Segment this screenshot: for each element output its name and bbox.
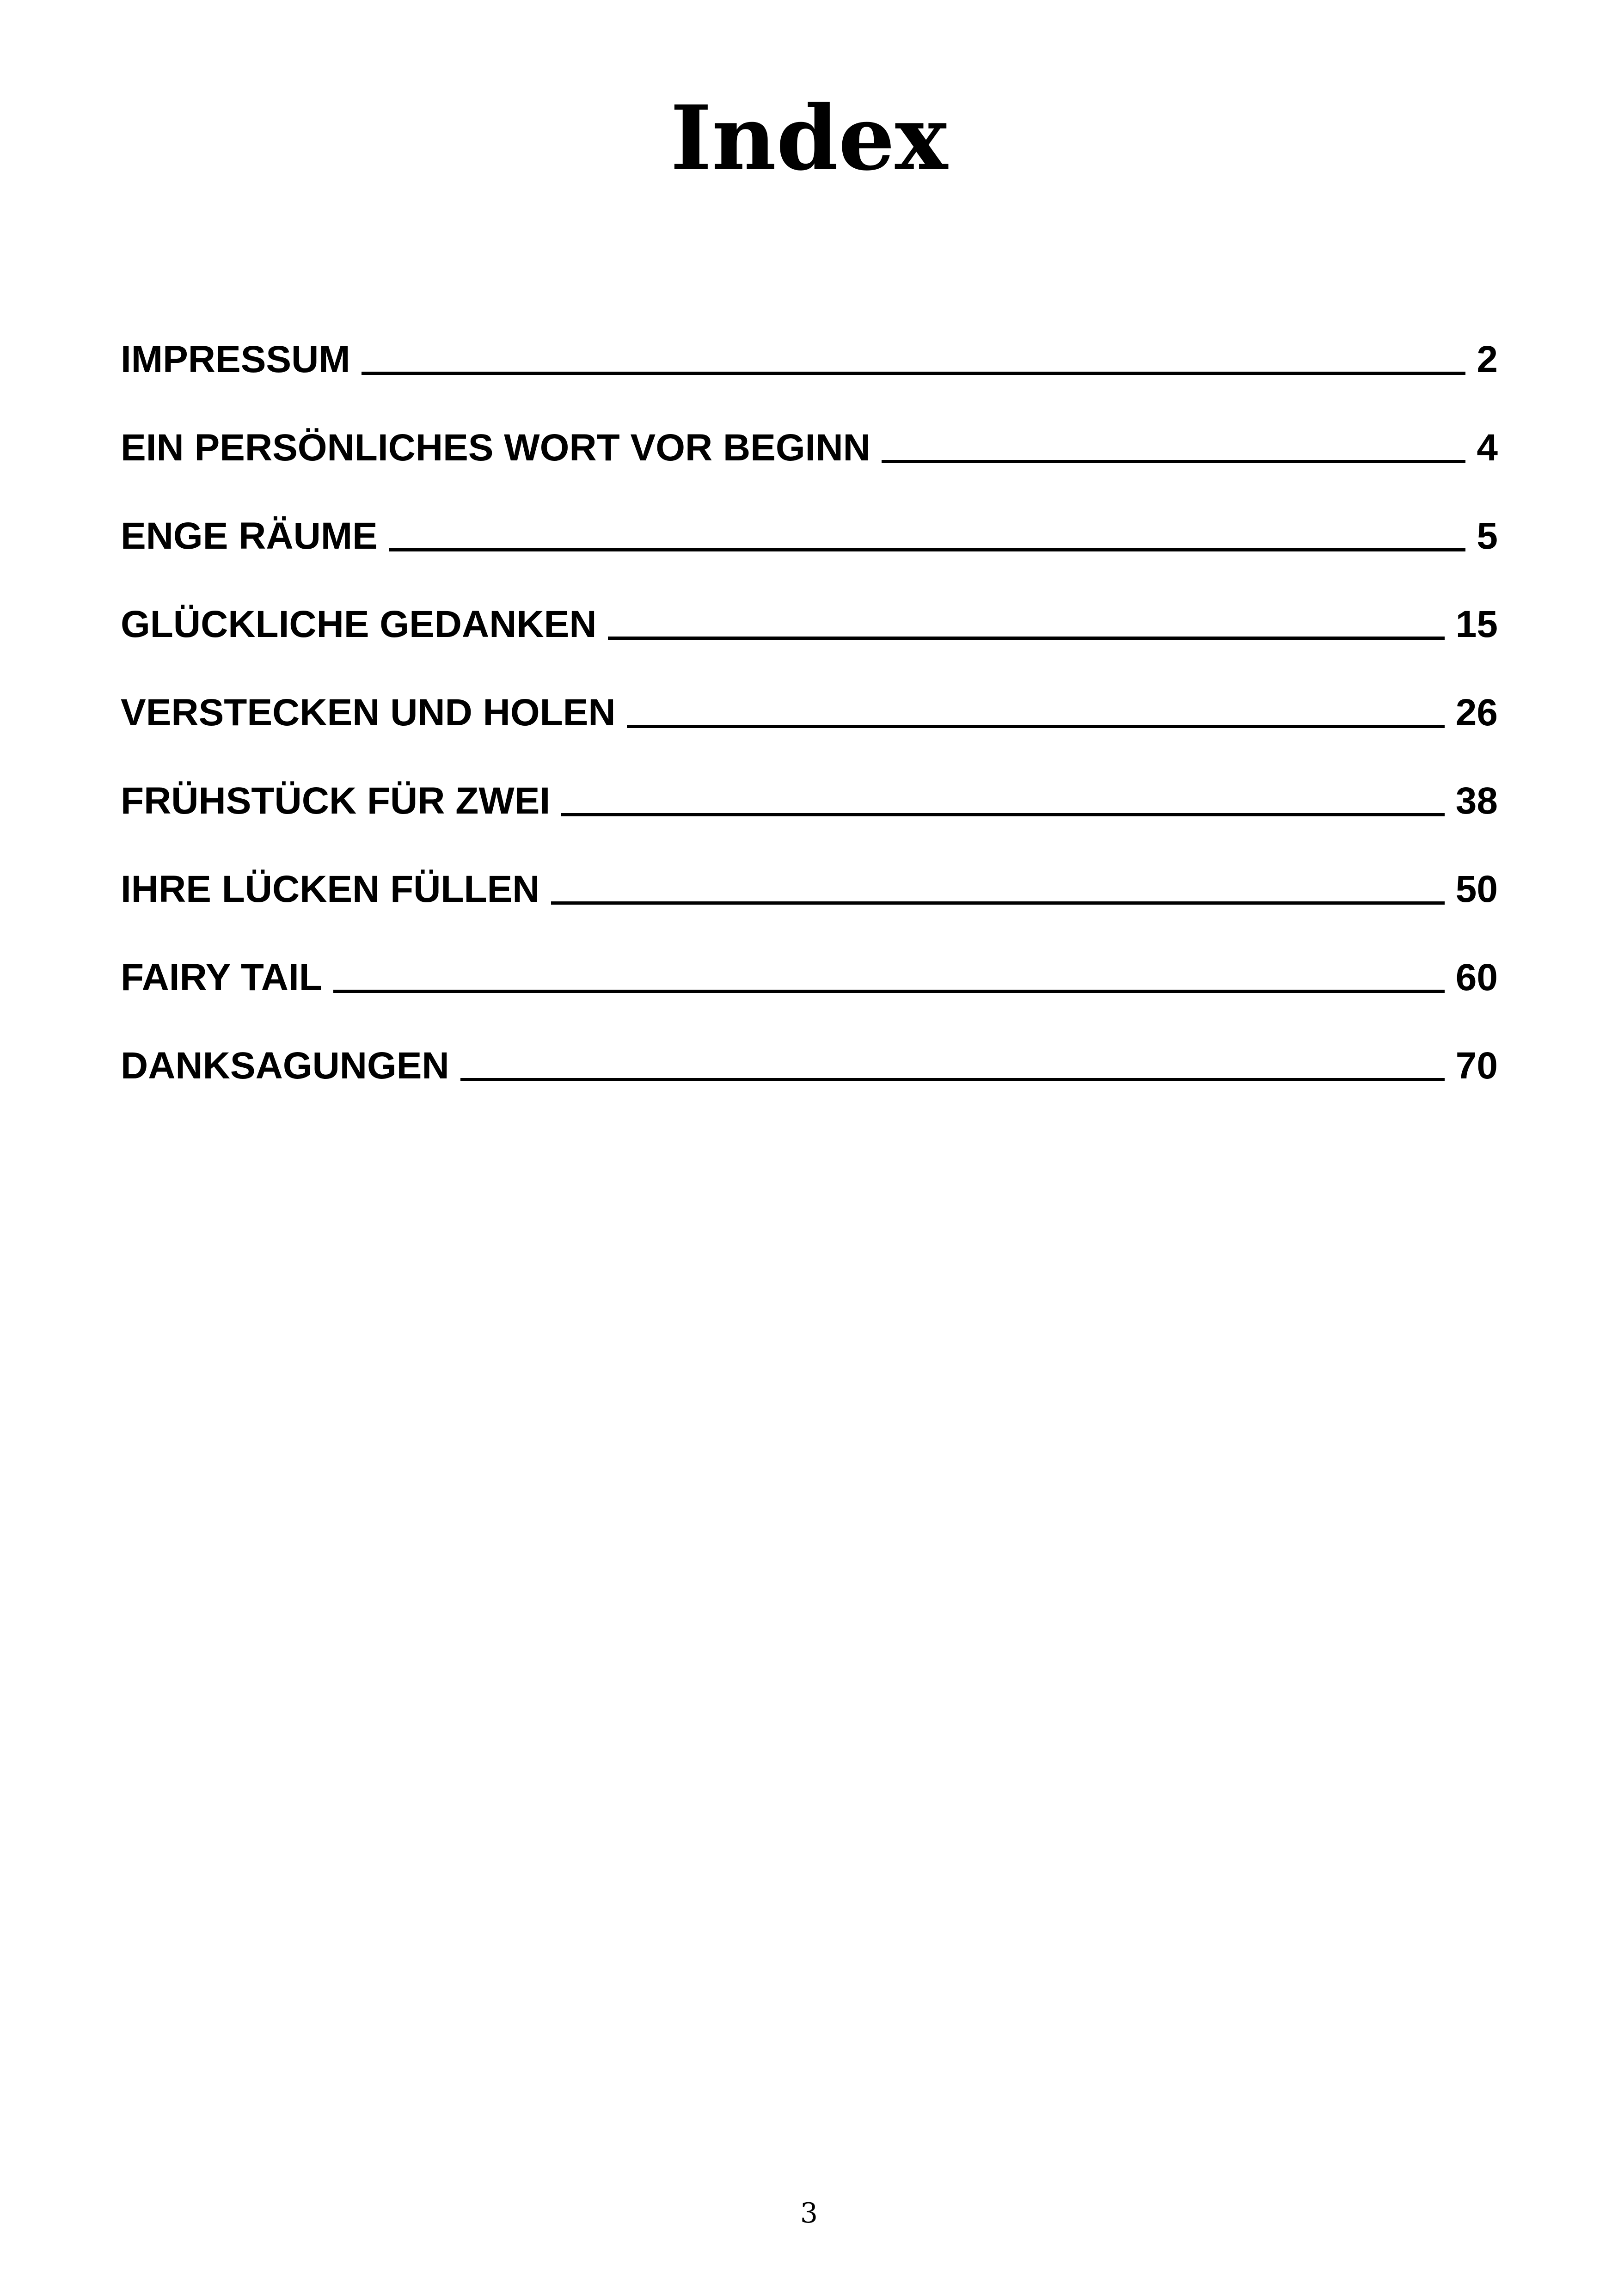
toc-entry-label: ENGE RÄUME bbox=[121, 515, 378, 557]
table-of-contents bbox=[121, 332, 1498, 1127]
toc-entry-label: EIN PERSÖNLICHES WORT VOR BEGINN bbox=[121, 427, 870, 469]
toc-leader-line bbox=[561, 813, 1445, 816]
toc-entry-page: 38 bbox=[1455, 780, 1498, 822]
toc-entry[interactable] bbox=[121, 862, 1498, 950]
toc-entry-label: FAIRY TAIL bbox=[121, 956, 322, 998]
toc-leader-line bbox=[460, 1078, 1445, 1081]
toc-entry[interactable] bbox=[121, 685, 1498, 773]
toc-entry[interactable] bbox=[121, 1038, 1498, 1127]
toc-entry[interactable] bbox=[121, 597, 1498, 685]
toc-entry[interactable] bbox=[121, 950, 1498, 1038]
toc-entry[interactable] bbox=[121, 508, 1498, 597]
toc-entry-label: DANKSAGUNGEN bbox=[121, 1045, 449, 1087]
toc-entry[interactable] bbox=[121, 332, 1498, 420]
toc-leader-line bbox=[362, 372, 1466, 375]
toc-entry-page: 26 bbox=[1455, 692, 1498, 734]
toc-entry-page: 60 bbox=[1455, 956, 1498, 998]
toc-leader-line bbox=[627, 725, 1445, 728]
toc-entry[interactable] bbox=[121, 420, 1498, 508]
toc-entry-label: IMPRESSUM bbox=[121, 338, 350, 380]
toc-entry-label: FRÜHSTÜCK FÜR ZWEI bbox=[121, 780, 551, 822]
toc-entry-label: GLÜCKLICHE GEDANKEN bbox=[121, 603, 597, 645]
toc-entry-page: 4 bbox=[1477, 427, 1498, 469]
toc-entry-page: 2 bbox=[1477, 338, 1498, 380]
toc-leader-line bbox=[389, 548, 1466, 551]
toc-entry-page: 15 bbox=[1455, 603, 1498, 645]
toc-entry-page: 70 bbox=[1455, 1045, 1498, 1087]
toc-entry-page: 5 bbox=[1477, 515, 1498, 557]
toc-entry-page: 50 bbox=[1455, 868, 1498, 910]
page-number: 3 bbox=[800, 2197, 818, 2229]
toc-leader-line bbox=[882, 460, 1465, 463]
toc-leader-line bbox=[333, 990, 1445, 993]
toc-entry-label: VERSTECKEN UND HOLEN bbox=[121, 692, 616, 734]
page-title: Index bbox=[670, 86, 948, 190]
toc-leader-line bbox=[608, 637, 1445, 640]
toc-entry[interactable] bbox=[121, 773, 1498, 862]
toc-leader-line bbox=[551, 901, 1445, 905]
toc-entry-label: IHRE LÜCKEN FÜLLEN bbox=[121, 868, 540, 910]
